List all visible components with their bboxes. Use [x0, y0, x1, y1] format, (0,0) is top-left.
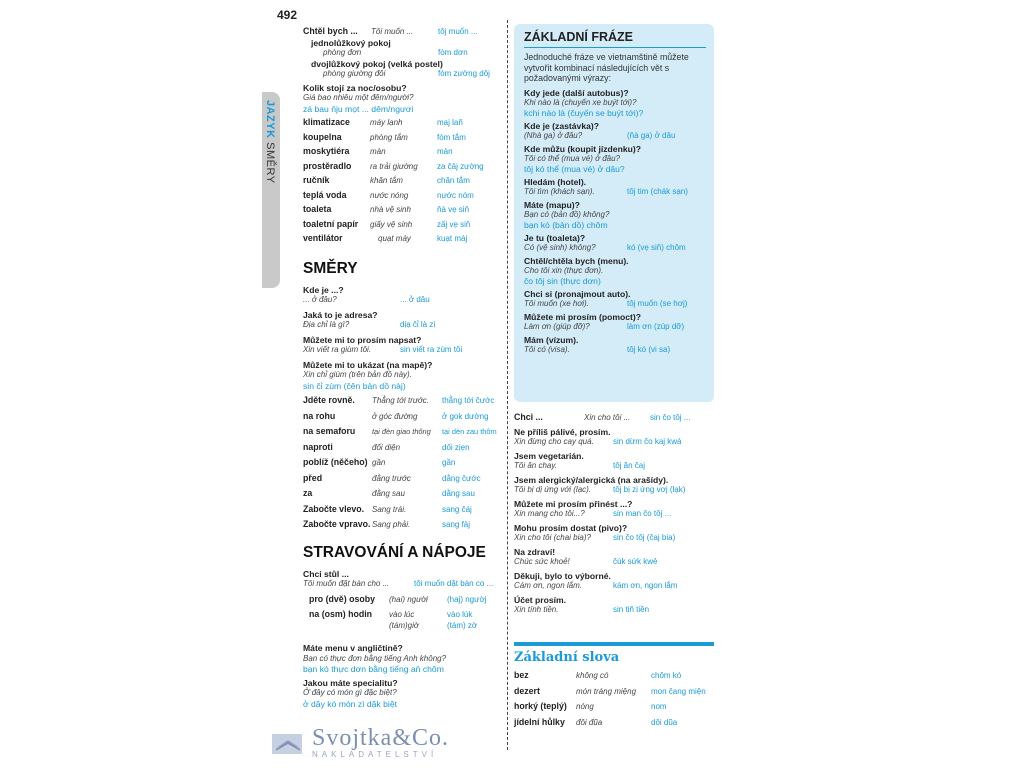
book-logo-icon [270, 730, 306, 756]
vocab-row: teplá voda nước nóng nước nóm [303, 189, 474, 200]
vocab-row: bez không có chôm kó [514, 670, 682, 680]
basic-words-title: Základní slova [514, 650, 620, 665]
vocab-row: na (osm) hodin vào lúc vào lúk [309, 609, 473, 619]
phrase-block: Kde můžu (koupit jízdenku)? Tôi có thể (mua vé) ở đâu? tôj kó thể (mua vé) ở dâu? [524, 143, 641, 174]
vocab-row: moskytiéra màn màn [303, 146, 453, 156]
vocab-row: dezert món tráng miệng mon čang miện [514, 685, 706, 696]
basic-phrases-box [514, 24, 714, 402]
vocab-row: na semaforu tại đèn giao thông tại dèn zau thôm [303, 426, 497, 436]
phrase-block: Účet prosím. Xin tính tiền. sin tiň tiền [514, 594, 650, 614]
vocab-row: naproti đối diện dối zịẹn [303, 441, 470, 452]
publisher-name: Svojtka&Co. [312, 725, 450, 751]
phrase-block: Chtěl/chtěla bych (menu). Cho tôi xin (thực đơn). čo tôj sin (thực dơn) [524, 255, 629, 286]
section-heading-food: STRAVOVÁNÍ A NÁPOJE [303, 543, 486, 561]
phrase-block: Jaká to je adresa? Địa chỉ là gì? dịạ čỉ là zì [303, 309, 436, 329]
vocab-row: pro (dvě) osoby (hai) người (haj) ngườj [309, 593, 487, 604]
phrase-block: Hledám (hotel). Tôi tìm (khách sạn). tôj tim (chák sạn) [524, 176, 688, 196]
phrase-block: Můžete mi to prosím napsat? Xin viết ra giùm tôi. sin viết ra zùm tôi [303, 334, 463, 354]
directions-questions [303, 285, 503, 392]
accommodation-block [303, 26, 503, 80]
vocab-row: toaletní papír giấy vệ sinh zấj vẹ siň [303, 218, 471, 229]
page-number: 492 [277, 8, 298, 22]
phrase-block: Můžete mi prosím (pomoct)? Làm ơn (giúp đỡ)? làm ơn (zúp dỡ) [524, 311, 685, 331]
phrase-block: Jakou máte specialitu? Ở đây có món gì đặc biệt? ở dây kó món zì dặk biệt [303, 677, 398, 709]
side-tab-label: SMĚRY [264, 142, 276, 184]
vocab-row: toaleta nhà vệ sinh ňà vẹ siň [303, 204, 470, 214]
phrase-row: Chtěl bych ... Tôi muốn ... tôj muốn ... [303, 26, 478, 36]
section-heading-smery: SMĚRY [303, 259, 358, 277]
phrase-row: dvojlůžkový pokoj (velká postel) phòng giường đôi fòm zường dôj [311, 58, 490, 78]
vocab-row: klimatizace máy lạnh maj laň [303, 117, 463, 127]
vocab-row: horký (teplý) nóng nom [514, 701, 667, 711]
vocab-row: ručník khăn tắm chăn tắm [303, 175, 470, 185]
basic-words-section [514, 642, 714, 728]
section-bar [514, 642, 714, 646]
basic-phrases-intro: Jednoduché fráze ve vietnamštině můžete vytvořit kombinací následujících vět s požadovanými výrazy: [524, 52, 689, 83]
vocab-row: na rohu ở góc đường ở gok dường [303, 410, 489, 421]
room-vocabulary [303, 117, 503, 245]
phrase-row: Chci ... Xin cho tôi ... sin čo tôj ... [514, 412, 691, 422]
vocab-row: před đằng trước dằng čước [303, 472, 481, 483]
vocab-row: za đằng sau dằng sau [303, 488, 475, 498]
phrase-block: Kde je ...? ... ở đâu? ... ở dâu [303, 284, 430, 304]
table-question: Chci stůl ... Tôi muốn đặt bàn cho ... tôi muốn dặt bàn co ... [303, 568, 494, 588]
vocab-row: Zabočte vpravo. Sang phải. sang fảj [303, 519, 471, 529]
vocab-row: ventilátor quạt máy kuạt máj [303, 233, 468, 243]
phrase-block: Ne příliš pálivé, prosím. Xin đừng cho cay quá. sin dừm čo kaj kwá [514, 426, 682, 446]
column-divider [507, 20, 508, 750]
phrase-block: Mám (vízum). Tôi có (visa). tôj kó (vi sa) [524, 334, 671, 354]
phrase-block: Kde je (zastávka)? (Nhà ga) ở đâu? (ňà ga) ở dâu [524, 120, 676, 140]
vocab-row: prostěradlo ra trải giường za čảj zường [303, 160, 484, 171]
publisher-sub: NAKLADATELSTVÍ [312, 750, 438, 759]
phrase-block: Chci si (pronajmout auto). Tôi muốn (xe hơi). tôj muốn (se hơj) [524, 288, 688, 308]
phrase-block: Je tu (toaleta)? Có (vệ sinh) không? kó (vẹ siň) chôm [524, 232, 686, 252]
phrase-block: Jsem alergický/alergická (na arašídy). Tôi bị dị ứng với (lạc). tôj bị zị ứng vơj (lạk) [514, 474, 686, 494]
phrase-block: Děkuji, bylo to výborné. Cám ơn, ngon lắm. kám ơn, ngon lắm [514, 570, 678, 590]
phrase-block: Můžete mi prosím přinést ...? Xin mang cho tôi...? sin man čo tôj ... [514, 498, 672, 518]
basic-phrases-title: ZÁKLADNÍ FRÁZE [524, 30, 706, 48]
directions-list [303, 395, 503, 531]
phrase-block: Máte (mapu)? Bạn có (bản đồ) không? bạn kó (bản dồ) chôm [524, 199, 610, 230]
vocab-row: Zabočte vlevo. Sang trái. sang čáj [303, 503, 472, 514]
side-tab-bold: JAZYK [264, 100, 276, 139]
phrase-block: Kdy jede (další autobus)? Khi nào là (chuyến xe buýt tới)? kchi nào là (čuyến se buýt tới)? [524, 87, 644, 118]
left-column [303, 26, 503, 712]
vocab-row: Jděte rovně. Thẳng tới trước. thẳng tới čước [303, 395, 495, 405]
table-options [303, 594, 503, 632]
phrase-block: Na zdraví! Chúc sức khoẻ! čúk sứk kwẻ [514, 546, 658, 566]
price-question: Kolik stojí za noc/osobu? Giá bao nhiêu một đêm/người? zá bau ňju mọt ... dêm/ngươi [303, 82, 414, 114]
phrase-block: Máte menu v angličtině? Bạn có thực đơn bằng tiếng Anh không? bạn kó thực dơn bằng tiếng aň chôm [303, 643, 447, 674]
phrase-block: Můžete mi to ukázat (na mapě)? Xin chỉ giùm (trên bản đồ này). sin čỉ zùm (čên bản dồ nàj) [303, 359, 433, 391]
vocab-row: (tám)giờ (tám) zờ [389, 620, 478, 630]
vocab-row: koupelna phòng tắm fòm tắm [303, 131, 466, 142]
publisher-logo [270, 726, 449, 759]
vocab-row: jídelní hůlky đôi đũa dôi dũa [514, 716, 678, 727]
phrase-block: Jsem vegetarián. Tôi ăn chay. tôj ăn čaj [514, 450, 646, 470]
side-section-tab [262, 92, 280, 288]
vocab-row: poblíž (něčeho) gần gần [303, 457, 456, 467]
right-column-food [514, 412, 714, 616]
menu-questions [303, 643, 503, 709]
phrase-row: jednolůžkový pokoj phòng đơn fòm dơn [311, 37, 468, 57]
phrase-block: Mohu prosím dostat (pivo)? Xin cho tôi (chai bia)? sin čo tôj (čaj bia) [514, 522, 676, 542]
